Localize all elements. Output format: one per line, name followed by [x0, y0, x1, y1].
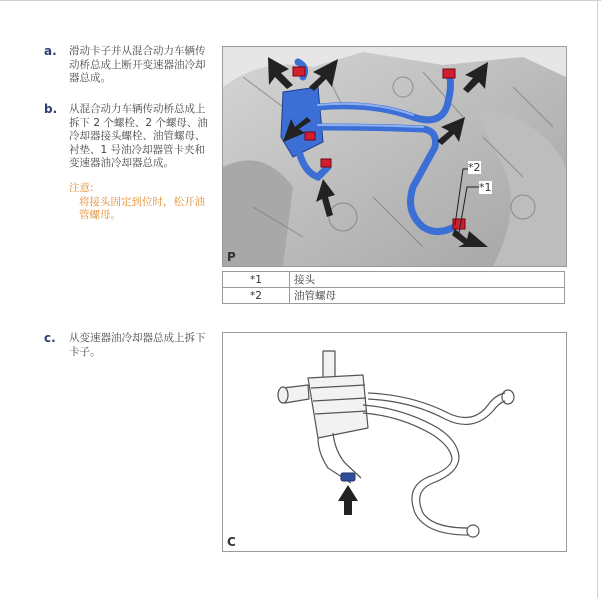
right-rule — [597, 0, 598, 598]
step-letter: b. — [44, 102, 58, 116]
legend-code: *1 — [223, 272, 290, 288]
figure-label: P — [227, 250, 236, 264]
legend-code: *2 — [223, 288, 290, 304]
note-body: 将接头固定到位时，松开油管螺母。 — [79, 195, 205, 221]
step-text: 从混合动力车辆传动桥总成上拆下 2 个螺栓、2 个螺母、油冷却器接头螺栓、油管螺母、衬垫、1 号油冷却器管卡夹和变速器油冷却器总成。 — [69, 103, 208, 169]
engine-illustration — [223, 47, 566, 266]
legend-desc: 接头 — [290, 272, 565, 288]
table-row — [223, 288, 565, 304]
table-row — [223, 272, 565, 288]
note-title: 注意: — [69, 182, 94, 194]
callout-1: *1 — [479, 181, 492, 194]
caution-note — [69, 182, 207, 223]
step-text: 从变速器油冷却器总成上拆下卡子。 — [69, 332, 206, 358]
figure-label: C — [227, 535, 236, 549]
step-letter: a. — [44, 44, 57, 58]
step-text: 滑动卡子并从混合动力车辆传动桥总成上断开变速器油冷却器总成。 — [69, 45, 206, 84]
figure-oil-cooler-assembly — [222, 332, 567, 552]
cooler-illustration — [223, 333, 566, 551]
step-letter: c. — [44, 331, 56, 345]
legend-table — [222, 271, 565, 304]
figure-engine-oil-cooler — [222, 46, 567, 267]
legend-desc: 油管螺母 — [290, 288, 565, 304]
top-rule — [0, 0, 601, 1]
callout-2: *2 — [468, 161, 481, 174]
